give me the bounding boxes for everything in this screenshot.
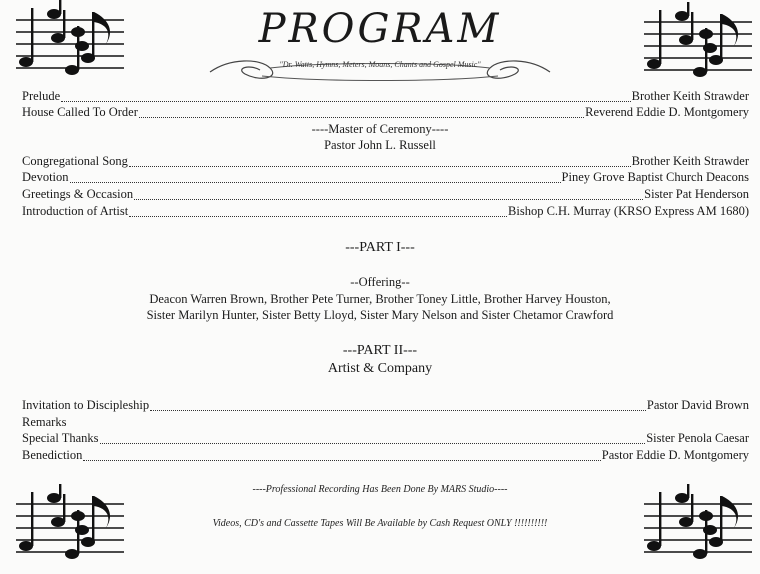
program-row-devotion: [22, 170, 749, 187]
program-row-remarks: [22, 415, 749, 432]
program-item-label: Invitation to Discipleship: [22, 398, 150, 412]
program-item-label: Congregational Song: [22, 154, 128, 168]
program-item-person: Brother Keith Strawder: [631, 89, 749, 103]
tapes-note: Videos, CD's and Cassette Tapes Will Be Available by Cash Request ONLY !!!!!!!!!!: [212, 518, 548, 529]
program-item-label: Introduction of Artist: [22, 204, 129, 218]
program-item-label: Devotion: [22, 170, 69, 184]
dot-leader: [150, 400, 646, 411]
part-two-subheading: Artist & Company: [327, 361, 433, 376]
dot-leader: [61, 91, 630, 102]
master-of-ceremony-name: Pastor John L. Russell: [324, 138, 436, 152]
dot-leader: [83, 450, 600, 461]
program-row-benediction: [22, 448, 749, 465]
master-of-ceremony-heading: ----Master of Ceremony----: [311, 122, 449, 136]
program-item-person: Piney Grove Baptist Church Deacons: [561, 170, 749, 184]
program-item-label: Prelude: [22, 89, 61, 103]
program-item-label: Remarks: [22, 415, 67, 429]
dot-leader: [129, 206, 507, 217]
program-item-person: Pastor David Brown: [646, 398, 749, 412]
program-item-person: Bishop C.H. Murray (KRSO Express AM 1680): [508, 204, 749, 218]
program-item-person: Reverend Eddie D. Montgomery: [585, 105, 749, 119]
music-notes-icon: [642, 2, 754, 82]
dot-leader: [100, 433, 646, 444]
dot-leader: [139, 107, 584, 118]
part-one-heading: ---PART I---: [345, 240, 415, 255]
program-item-label: Special Thanks: [22, 431, 99, 445]
program-item-label: Greetings & Occasion: [22, 187, 134, 201]
program-row-greetings: [22, 187, 749, 204]
program-row-house-called: [22, 105, 749, 122]
program-item-person: Sister Pat Henderson: [644, 187, 749, 201]
scroll-flourish-icon: [200, 54, 560, 84]
music-notes-icon: [14, 0, 126, 80]
dot-leader: [70, 172, 561, 183]
program-row-special-thanks: [22, 431, 749, 448]
recording-note: ----Professional Recording Has Been Done By MARS Studio----: [252, 484, 508, 495]
program-item-person: Pastor Eddie D. Montgomery: [601, 448, 749, 462]
page-subtitle: "Dr. Watts, Hymns, Meters, Moans, Chants and Gospel Music": [279, 60, 481, 69]
program-row-invitation: [22, 398, 749, 415]
program-row-congregational-song: [22, 154, 749, 171]
program-row-prelude: [22, 89, 749, 106]
dot-leader: [134, 189, 643, 200]
program-item-person: Brother Keith Strawder: [631, 154, 749, 168]
program-item-person: Sister Penola Caesar: [646, 431, 749, 445]
dot-leader: [129, 156, 631, 167]
program-item-label: House Called To Order: [22, 105, 138, 119]
offering-line-2: Sister Marilyn Hunter, Sister Betty Lloyd, Sister Mary Nelson and Sister Chetamor Crawford: [146, 308, 614, 322]
program-item-label: Benediction: [22, 448, 83, 462]
offering-heading: --Offering--: [350, 275, 410, 289]
program-row-introduction: [22, 204, 749, 221]
offering-line-1: Deacon Warren Brown, Brother Pete Turner, Brother Toney Little, Brother Harvey Houston,: [149, 292, 611, 306]
page-title: PROGRAM: [258, 6, 502, 52]
part-two-heading: ---PART II---: [342, 343, 418, 358]
